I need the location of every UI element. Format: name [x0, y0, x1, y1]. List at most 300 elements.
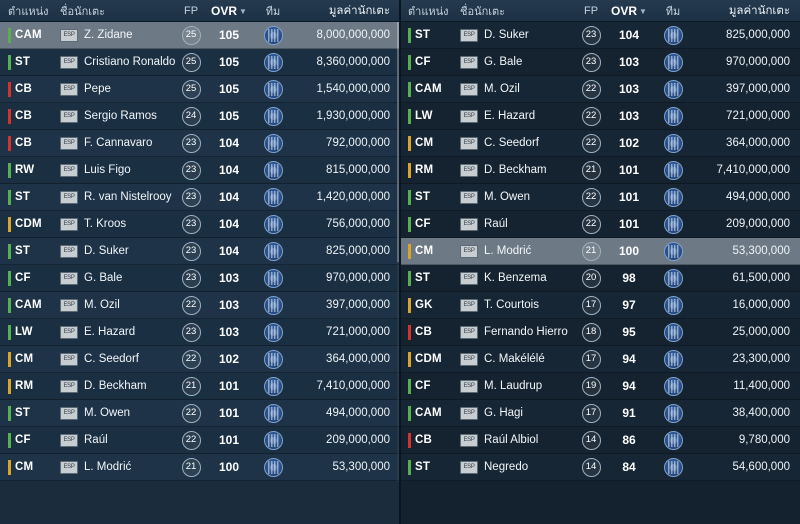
row-position-cell [408, 55, 460, 70]
position-color-bar [8, 298, 11, 313]
position-color-bar [8, 190, 11, 205]
ovr-value: 101 [218, 379, 240, 393]
row-fp-cell [176, 404, 206, 423]
row-name-cell [60, 326, 176, 339]
fp-badge: 25 [182, 26, 201, 45]
position-label: CAM [415, 407, 442, 419]
row-name-cell [460, 272, 576, 285]
row-position-cell [8, 379, 60, 394]
row-name-cell [460, 326, 576, 339]
club-crest-icon [264, 431, 283, 450]
row-name-cell [460, 29, 576, 42]
row-name-cell [460, 434, 576, 447]
row-position-cell [408, 136, 460, 151]
row-fp-cell [176, 269, 206, 288]
player-name: D. Šuker [84, 245, 129, 257]
header-team[interactable]: ทีม [265, 5, 281, 18]
table-row[interactable] [0, 238, 400, 265]
row-name-cell [460, 218, 576, 231]
row-team-cell [652, 323, 694, 342]
position-label: CB [15, 137, 33, 149]
row-name-cell [460, 380, 576, 393]
nationality-flag-icon: ESP [60, 83, 78, 96]
club-crest-icon [264, 80, 283, 99]
player-name: E. Hazard [484, 110, 536, 122]
player-value: 209,000,000 [726, 218, 790, 230]
chevron-down-icon: ▼ [239, 6, 247, 16]
right-table-header [400, 0, 800, 22]
row-fp-cell [176, 458, 206, 477]
player-value: 721,000,000 [726, 110, 790, 122]
position-label: CF [15, 434, 31, 446]
row-name-cell [60, 218, 176, 231]
row-team-cell [252, 431, 294, 450]
player-value: 16,000,000 [732, 299, 790, 311]
row-fp-cell [176, 80, 206, 99]
row-name-cell [460, 299, 576, 312]
row-fp-cell [176, 350, 206, 369]
row-team-cell [252, 242, 294, 261]
position-color-bar [8, 28, 11, 43]
club-crest-icon [664, 323, 683, 342]
row-position-cell [408, 406, 460, 421]
player-name: Raúl [84, 434, 108, 446]
club-crest-icon [264, 323, 283, 342]
header-position[interactable]: ตำแหน่ง [8, 5, 49, 18]
table-row[interactable] [0, 157, 400, 184]
table-row[interactable] [400, 319, 800, 346]
position-color-bar [8, 217, 11, 232]
row-fp-cell [576, 80, 606, 99]
table-row[interactable] [400, 130, 800, 157]
fp-badge: 21 [582, 161, 601, 180]
table-row[interactable] [400, 49, 800, 76]
row-position-cell [408, 244, 460, 259]
row-team-cell [252, 188, 294, 207]
club-crest-icon [664, 26, 683, 45]
player-value: 1,930,000,000 [316, 110, 390, 122]
player-value: 970,000,000 [326, 272, 390, 284]
table-row[interactable] [0, 211, 400, 238]
table-row[interactable] [400, 400, 800, 427]
player-name: T. Courtois [484, 299, 539, 311]
left-player-rows [0, 22, 400, 481]
row-fp-cell [576, 107, 606, 126]
player-name: Fernando Hierro [484, 326, 568, 338]
player-name: C. Seedorf [484, 137, 539, 149]
nationality-flag-icon: ESP [460, 137, 478, 150]
row-team-cell [252, 377, 294, 396]
row-name-cell [60, 83, 176, 96]
fp-badge: 24 [182, 107, 201, 126]
table-row[interactable] [400, 346, 800, 373]
position-color-bar [408, 271, 411, 286]
nationality-flag-icon: ESP [60, 461, 78, 474]
club-crest-icon [664, 215, 683, 234]
club-crest-icon [264, 458, 283, 477]
player-value: 9,780,000 [738, 434, 790, 446]
position-color-bar [408, 379, 411, 394]
club-crest-icon [664, 134, 683, 153]
ovr-value: 101 [218, 406, 240, 420]
row-fp-cell [576, 134, 606, 153]
position-color-bar [408, 406, 411, 421]
right-panel-footer [400, 481, 800, 521]
table-row[interactable] [400, 22, 800, 49]
position-label: CM [415, 137, 434, 149]
club-crest-icon [664, 296, 683, 315]
position-color-bar [8, 244, 11, 259]
row-fp-cell [576, 53, 606, 72]
ovr-value: 104 [618, 28, 640, 42]
table-row[interactable] [0, 184, 400, 211]
row-position-cell [8, 163, 60, 178]
header-position[interactable]: ตำแหน่ง [408, 5, 449, 18]
row-fp-cell [176, 53, 206, 72]
table-row[interactable] [400, 373, 800, 400]
club-crest-icon [264, 404, 283, 423]
player-name: T. Kroos [84, 218, 127, 230]
club-crest-icon [264, 26, 283, 45]
club-crest-icon [664, 458, 683, 477]
fp-badge: 23 [182, 134, 201, 153]
row-position-cell [8, 136, 60, 151]
row-name-cell [460, 353, 576, 366]
table-row[interactable] [400, 454, 800, 481]
row-team-cell [252, 458, 294, 477]
club-crest-icon [664, 377, 683, 396]
row-position-cell [8, 217, 60, 232]
position-label: CDM [15, 218, 42, 230]
table-row[interactable] [0, 103, 400, 130]
nationality-flag-icon: ESP [460, 164, 478, 177]
row-position-cell [8, 244, 60, 259]
nationality-flag-icon: ESP [460, 380, 478, 393]
position-label: GK [415, 299, 433, 311]
row-team-cell [652, 458, 694, 477]
row-name-cell [460, 164, 576, 177]
position-label: ST [415, 272, 431, 284]
player-name: K. Benzema [484, 272, 547, 284]
fp-badge: 14 [582, 431, 601, 450]
header-ovr[interactable] [606, 4, 652, 18]
nationality-flag-icon: ESP [460, 191, 478, 204]
row-name-cell [460, 191, 576, 204]
nationality-flag-icon: ESP [460, 299, 478, 312]
player-name: Negredo [484, 461, 529, 473]
row-fp-cell [576, 242, 606, 261]
fp-badge: 23 [582, 53, 601, 72]
club-crest-icon [664, 350, 683, 369]
row-team-cell [252, 215, 294, 234]
position-label: CF [415, 218, 431, 230]
player-name: Raúl [484, 218, 508, 230]
fp-badge: 23 [182, 215, 201, 234]
player-name: M. Özil [484, 83, 520, 95]
position-label: RM [15, 380, 34, 392]
player-name: M. Özil [84, 299, 120, 311]
row-position-cell [8, 190, 60, 205]
position-label: CM [15, 461, 34, 473]
position-color-bar [408, 82, 411, 97]
table-row[interactable] [400, 157, 800, 184]
row-fp-cell [576, 431, 606, 450]
row-team-cell [652, 80, 694, 99]
table-row[interactable] [0, 319, 400, 346]
row-team-cell [252, 269, 294, 288]
player-name: G. Bale [484, 56, 523, 68]
row-name-cell [60, 461, 176, 474]
table-row[interactable] [400, 238, 800, 265]
row-team-cell [652, 404, 694, 423]
position-label: ST [415, 191, 431, 203]
player-value: 54,600,000 [732, 461, 790, 473]
club-crest-icon [664, 161, 683, 180]
player-value: 38,400,000 [732, 407, 790, 419]
row-position-cell [8, 109, 60, 124]
player-value: 397,000,000 [326, 299, 390, 311]
player-value: 494,000,000 [326, 407, 390, 419]
fp-badge: 22 [582, 107, 601, 126]
row-fp-cell [176, 26, 206, 45]
fp-badge: 17 [582, 350, 601, 369]
row-name-cell [60, 110, 176, 123]
player-name: R. van Nistelrooy [84, 191, 172, 203]
player-name: Luis Figo [84, 164, 131, 176]
fp-badge: 19 [582, 377, 601, 396]
row-team-cell [252, 26, 294, 45]
row-team-cell [652, 161, 694, 180]
club-crest-icon [264, 107, 283, 126]
table-row[interactable] [0, 400, 400, 427]
fp-badge: 21 [182, 458, 201, 477]
position-color-bar [408, 55, 411, 70]
player-name: C. Seedorf [84, 353, 139, 365]
fp-badge: 25 [182, 53, 201, 72]
ovr-value: 100 [618, 244, 640, 258]
nationality-flag-icon: ESP [60, 191, 78, 204]
ovr-value: 103 [218, 325, 240, 339]
row-fp-cell [176, 134, 206, 153]
row-name-cell [460, 83, 576, 96]
row-position-cell [8, 325, 60, 340]
table-row[interactable] [0, 22, 400, 49]
player-value: 53,300,000 [732, 245, 790, 257]
player-value: 721,000,000 [326, 326, 390, 338]
row-position-cell [8, 298, 60, 313]
player-name: D. Šuker [484, 29, 529, 41]
player-name: G. Hagi [484, 407, 523, 419]
position-color-bar [8, 433, 11, 448]
header-team[interactable]: ทีม [665, 5, 681, 18]
player-name: D. Beckham [84, 380, 147, 392]
fp-badge: 22 [582, 215, 601, 234]
position-label: RM [415, 164, 434, 176]
row-fp-cell [176, 161, 206, 180]
nationality-flag-icon: ESP [60, 164, 78, 177]
position-color-bar [8, 163, 11, 178]
player-name: E. Hazard [84, 326, 136, 338]
player-value: 209,000,000 [326, 434, 390, 446]
row-position-cell [408, 298, 460, 313]
ovr-value: 105 [218, 55, 240, 69]
right-player-panel [400, 0, 800, 524]
row-fp-cell [176, 323, 206, 342]
row-team-cell [252, 161, 294, 180]
position-label: CAM [15, 299, 42, 311]
position-color-bar [8, 82, 11, 97]
position-color-bar [408, 190, 411, 205]
club-crest-icon [264, 161, 283, 180]
nationality-flag-icon: ESP [60, 272, 78, 285]
row-team-cell [252, 107, 294, 126]
position-label: ST [15, 245, 31, 257]
row-fp-cell [576, 323, 606, 342]
header-fp[interactable]: FP [183, 4, 199, 17]
nationality-flag-icon: ESP [460, 218, 478, 231]
ovr-value: 84 [622, 460, 636, 474]
player-value: 25,000,000 [732, 326, 790, 338]
row-team-cell [652, 53, 694, 72]
nationality-flag-icon: ESP [460, 353, 478, 366]
player-value: 23,300,000 [732, 353, 790, 365]
table-row[interactable] [0, 427, 400, 454]
position-color-bar [408, 136, 411, 151]
club-crest-icon [264, 242, 283, 261]
header-fp[interactable]: FP [583, 4, 599, 17]
fp-badge: 18 [582, 323, 601, 342]
table-row[interactable] [0, 49, 400, 76]
fp-badge: 23 [182, 242, 201, 261]
row-fp-cell [576, 458, 606, 477]
ovr-value: 95 [622, 325, 636, 339]
row-fp-cell [576, 269, 606, 288]
table-row[interactable] [0, 292, 400, 319]
ovr-value: 105 [218, 82, 240, 96]
table-row[interactable] [0, 454, 400, 481]
row-name-cell [460, 461, 576, 474]
nationality-flag-icon: ESP [60, 353, 78, 366]
row-team-cell [652, 377, 694, 396]
row-name-cell [460, 245, 576, 258]
player-value: 825,000,000 [326, 245, 390, 257]
row-team-cell [252, 404, 294, 423]
row-position-cell [408, 109, 460, 124]
header-ovr[interactable] [206, 4, 252, 18]
fp-badge: 17 [582, 296, 601, 315]
chevron-down-icon: ▼ [639, 6, 647, 16]
header-value[interactable]: มูลค่านักเตะ [728, 4, 790, 17]
table-row[interactable] [0, 130, 400, 157]
table-row[interactable] [400, 76, 800, 103]
nationality-flag-icon: ESP [60, 56, 78, 69]
position-label: CF [15, 272, 31, 284]
left-table-header [0, 0, 400, 22]
ovr-value: 104 [218, 163, 240, 177]
row-name-cell [60, 164, 176, 177]
row-team-cell [252, 323, 294, 342]
row-team-cell [252, 53, 294, 72]
ovr-value: 101 [218, 433, 240, 447]
position-color-bar [8, 109, 11, 124]
club-crest-icon [264, 215, 283, 234]
ovr-value: 94 [622, 352, 636, 366]
player-name: C. Makélélé [484, 353, 545, 365]
club-crest-icon [664, 53, 683, 72]
ovr-value: 103 [618, 55, 640, 69]
nationality-flag-icon: ESP [60, 110, 78, 123]
row-position-cell [8, 55, 60, 70]
table-row[interactable] [400, 211, 800, 238]
row-name-cell [60, 407, 176, 420]
row-fp-cell [576, 296, 606, 315]
header-player-name[interactable]: ชื่อนักเตะ [460, 5, 506, 18]
nationality-flag-icon: ESP [460, 56, 478, 69]
position-color-bar [8, 136, 11, 151]
position-color-bar [8, 271, 11, 286]
table-row[interactable] [0, 76, 400, 103]
table-row[interactable] [0, 346, 400, 373]
table-row[interactable] [400, 103, 800, 130]
row-fp-cell [576, 161, 606, 180]
table-row[interactable] [0, 373, 400, 400]
table-row[interactable] [400, 292, 800, 319]
row-team-cell [652, 107, 694, 126]
fp-badge: 14 [582, 458, 601, 477]
position-color-bar [408, 28, 411, 43]
table-row[interactable] [400, 265, 800, 292]
player-value: 792,000,000 [326, 137, 390, 149]
ovr-value: 101 [618, 190, 640, 204]
club-crest-icon [264, 296, 283, 315]
player-name: F. Cannavaro [84, 137, 153, 149]
player-value: 494,000,000 [726, 191, 790, 203]
position-label: CM [15, 353, 34, 365]
table-row[interactable] [400, 184, 800, 211]
ovr-value: 102 [618, 136, 640, 150]
ovr-value: 86 [622, 433, 636, 447]
position-label: LW [415, 110, 433, 122]
header-value[interactable]: มูลค่านักเตะ [328, 4, 390, 17]
position-color-bar [408, 325, 411, 340]
position-label: CB [415, 434, 433, 446]
table-row[interactable] [0, 265, 400, 292]
club-crest-icon [264, 377, 283, 396]
header-player-name[interactable]: ชื่อนักเตะ [60, 5, 106, 18]
fp-badge: 23 [182, 323, 201, 342]
row-team-cell [652, 242, 694, 261]
row-name-cell [60, 434, 176, 447]
position-label: CB [15, 110, 33, 122]
row-position-cell [8, 352, 60, 367]
row-name-cell [60, 137, 176, 150]
row-name-cell [60, 245, 176, 258]
row-name-cell [460, 56, 576, 69]
row-fp-cell [176, 107, 206, 126]
fp-badge: 22 [182, 296, 201, 315]
nationality-flag-icon: ESP [460, 434, 478, 447]
fp-badge: 17 [582, 404, 601, 423]
table-row[interactable] [400, 427, 800, 454]
position-color-bar [408, 460, 411, 475]
fp-badge: 23 [182, 269, 201, 288]
fp-badge: 23 [582, 26, 601, 45]
row-position-cell [408, 163, 460, 178]
fp-badge: 22 [182, 404, 201, 423]
player-value: 815,000,000 [326, 164, 390, 176]
club-crest-icon [264, 188, 283, 207]
position-color-bar [8, 460, 11, 475]
